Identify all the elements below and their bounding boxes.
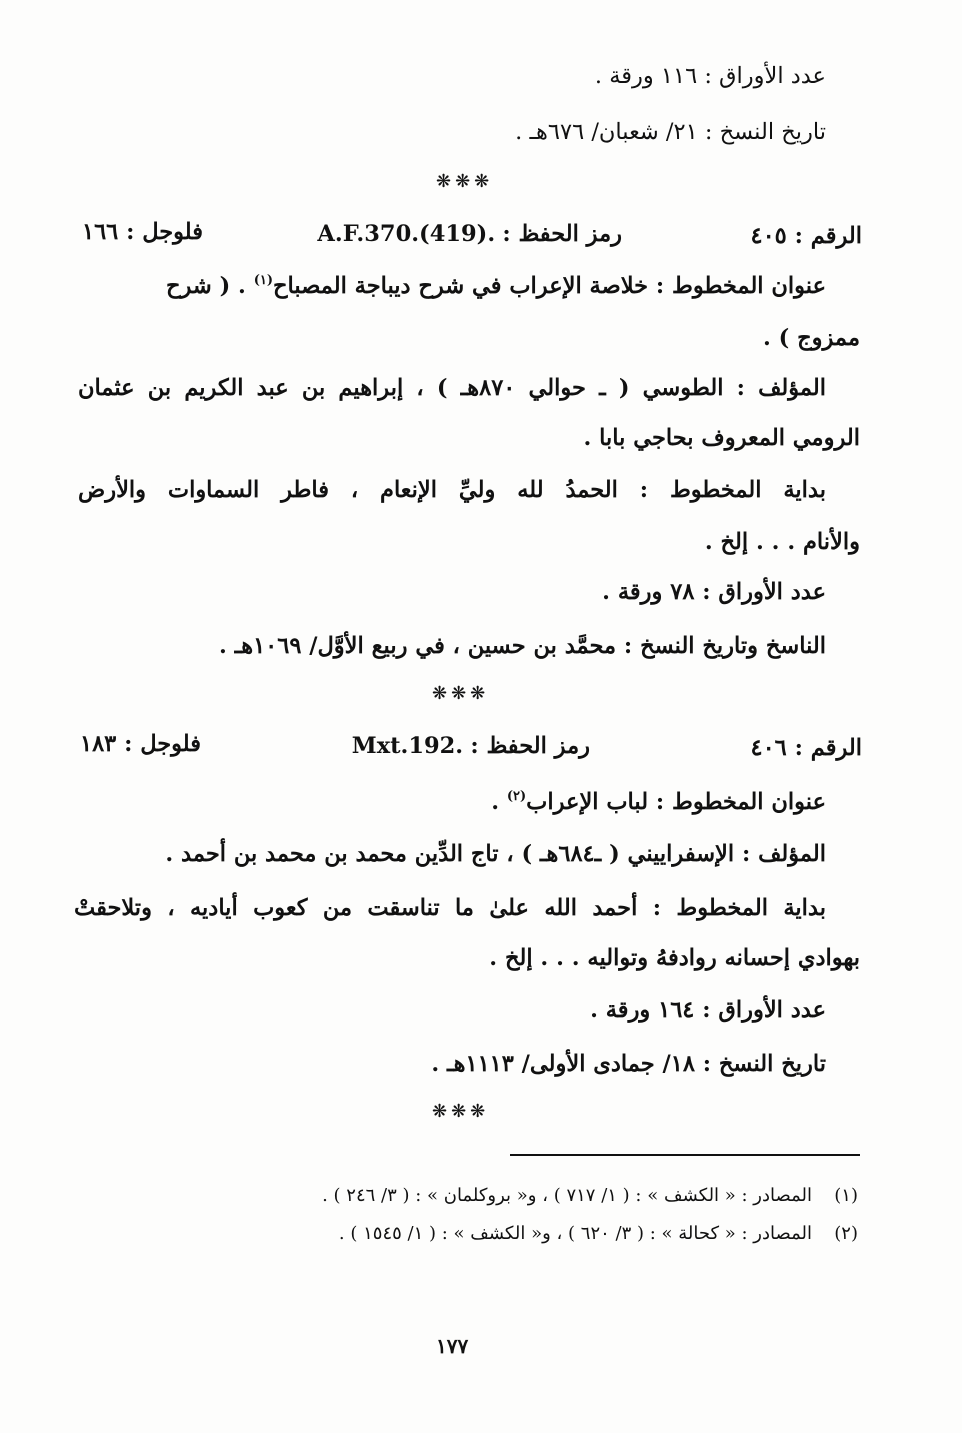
entry-406-author: المؤلف : الإسفراييني ( ـ٦٨٤هـ ) ، تاج الدِّين محمد بن محمد بن أحمد . [165,841,826,867]
title-text: عنوان المخطوط : خلاصة الإعراب في شرح ديباجة المصباح [273,273,826,299]
entry-405-author-cont: الرومي المعروف بحاجي بابا . [583,425,860,451]
footnote-text: المصادر : « كحالة » : ( ٣/ ٦٢٠ ) ، و« الكشف » : ( ١/ ١٥٤٥ ) . [338,1223,812,1244]
shelf-label: رمز الحفظ : [502,221,622,247]
footnote-text: المصادر : « الكشف » : ( ١/ ٧١٧ ) ، و« بروكلمان » : ( ٣/ ٢٤٦ ) . [322,1185,812,1206]
footnote-2 [339,1220,858,1248]
shelf-code: A.F.370.(419). [317,221,496,247]
entry-405-incipit: بداية المخطوط : الحمدُ لله وليِّ الإنعام ، فاطر السماوات والأرض [78,477,826,503]
entry-406-shelf-mark [351,728,590,764]
separator-stars-1: ❋❋❋ [436,171,494,192]
separator-stars-3: ❋❋❋ [432,1101,490,1122]
copy-date-previous: تاريخ النسخ : ٢١/ شعبان/ ٦٧٦هـ . [515,119,826,145]
entry-405-copyist: الناسخ وتاريخ النسخ : محمَّد بن حسين ، في ربيع الأوَّل/ ١٠٦٩هـ . [218,633,826,659]
separator-stars-2: ❋❋❋ [432,683,490,704]
leaves-count-previous: عدد الأوراق : ١١٦ ورقة . [594,63,826,89]
entry-406-number: الرقم : ٤٠٦ [750,735,862,761]
entry-406-incipit-cont: بهوادي إحسانه روادفهُ وتواليه . . . إلخ . [489,945,860,971]
footnote-number: (٢) [834,1223,858,1244]
title-tail: . [491,789,507,815]
entry-405-number: الرقم : ٤٠٥ [750,223,862,249]
entry-405-incipit-cont: والأنام . . . إلخ . [704,529,860,555]
entry-405-leaves: عدد الأوراق : ٧٨ ورقة . [602,579,826,605]
page-number: ١٧٧ [436,1334,469,1358]
entry-406-copy-date: تاريخ النسخ : ١٨/ جمادى الأولى/ ١١١٣هـ . [431,1051,826,1077]
footnote-divider [510,1154,860,1156]
shelf-label: رمز الحفظ : [470,733,590,759]
entry-405-author: المؤلف : الطوسي ( ـ حوالي ٨٧٠هـ ) ، إبراهيم بن عبد الكريم بن عثمان [78,375,826,401]
title-tail: . ( شرح [165,273,254,299]
entry-406-leaves: عدد الأوراق : ١٦٤ ورقة . [590,997,826,1023]
footnote-ref-2: (٢) [506,789,527,804]
title-text: عنوان المخطوط : لباب الإعراب [526,789,826,815]
entry-405-fluegel: فلوجل : ١٦٦ [82,219,204,245]
entry-405-title [78,268,826,304]
entry-406-fluegel: فلوجل : ١٨٣ [80,731,202,757]
entry-405-title-cont: ممزوج ) . [762,325,860,351]
entry-405-shelf-mark [317,216,622,252]
footnote-number: (١) [834,1185,858,1206]
entry-406-title [491,784,826,820]
footnote-ref-1: (١) [253,273,274,288]
entry-406-incipit: بداية المخطوط : أحمد الله علىٰ ما تناسقت من كعوب أياديه ، وتلاحقتْ [74,895,826,921]
shelf-code: Mxt.192. [351,733,464,759]
footnote-1 [322,1182,858,1210]
